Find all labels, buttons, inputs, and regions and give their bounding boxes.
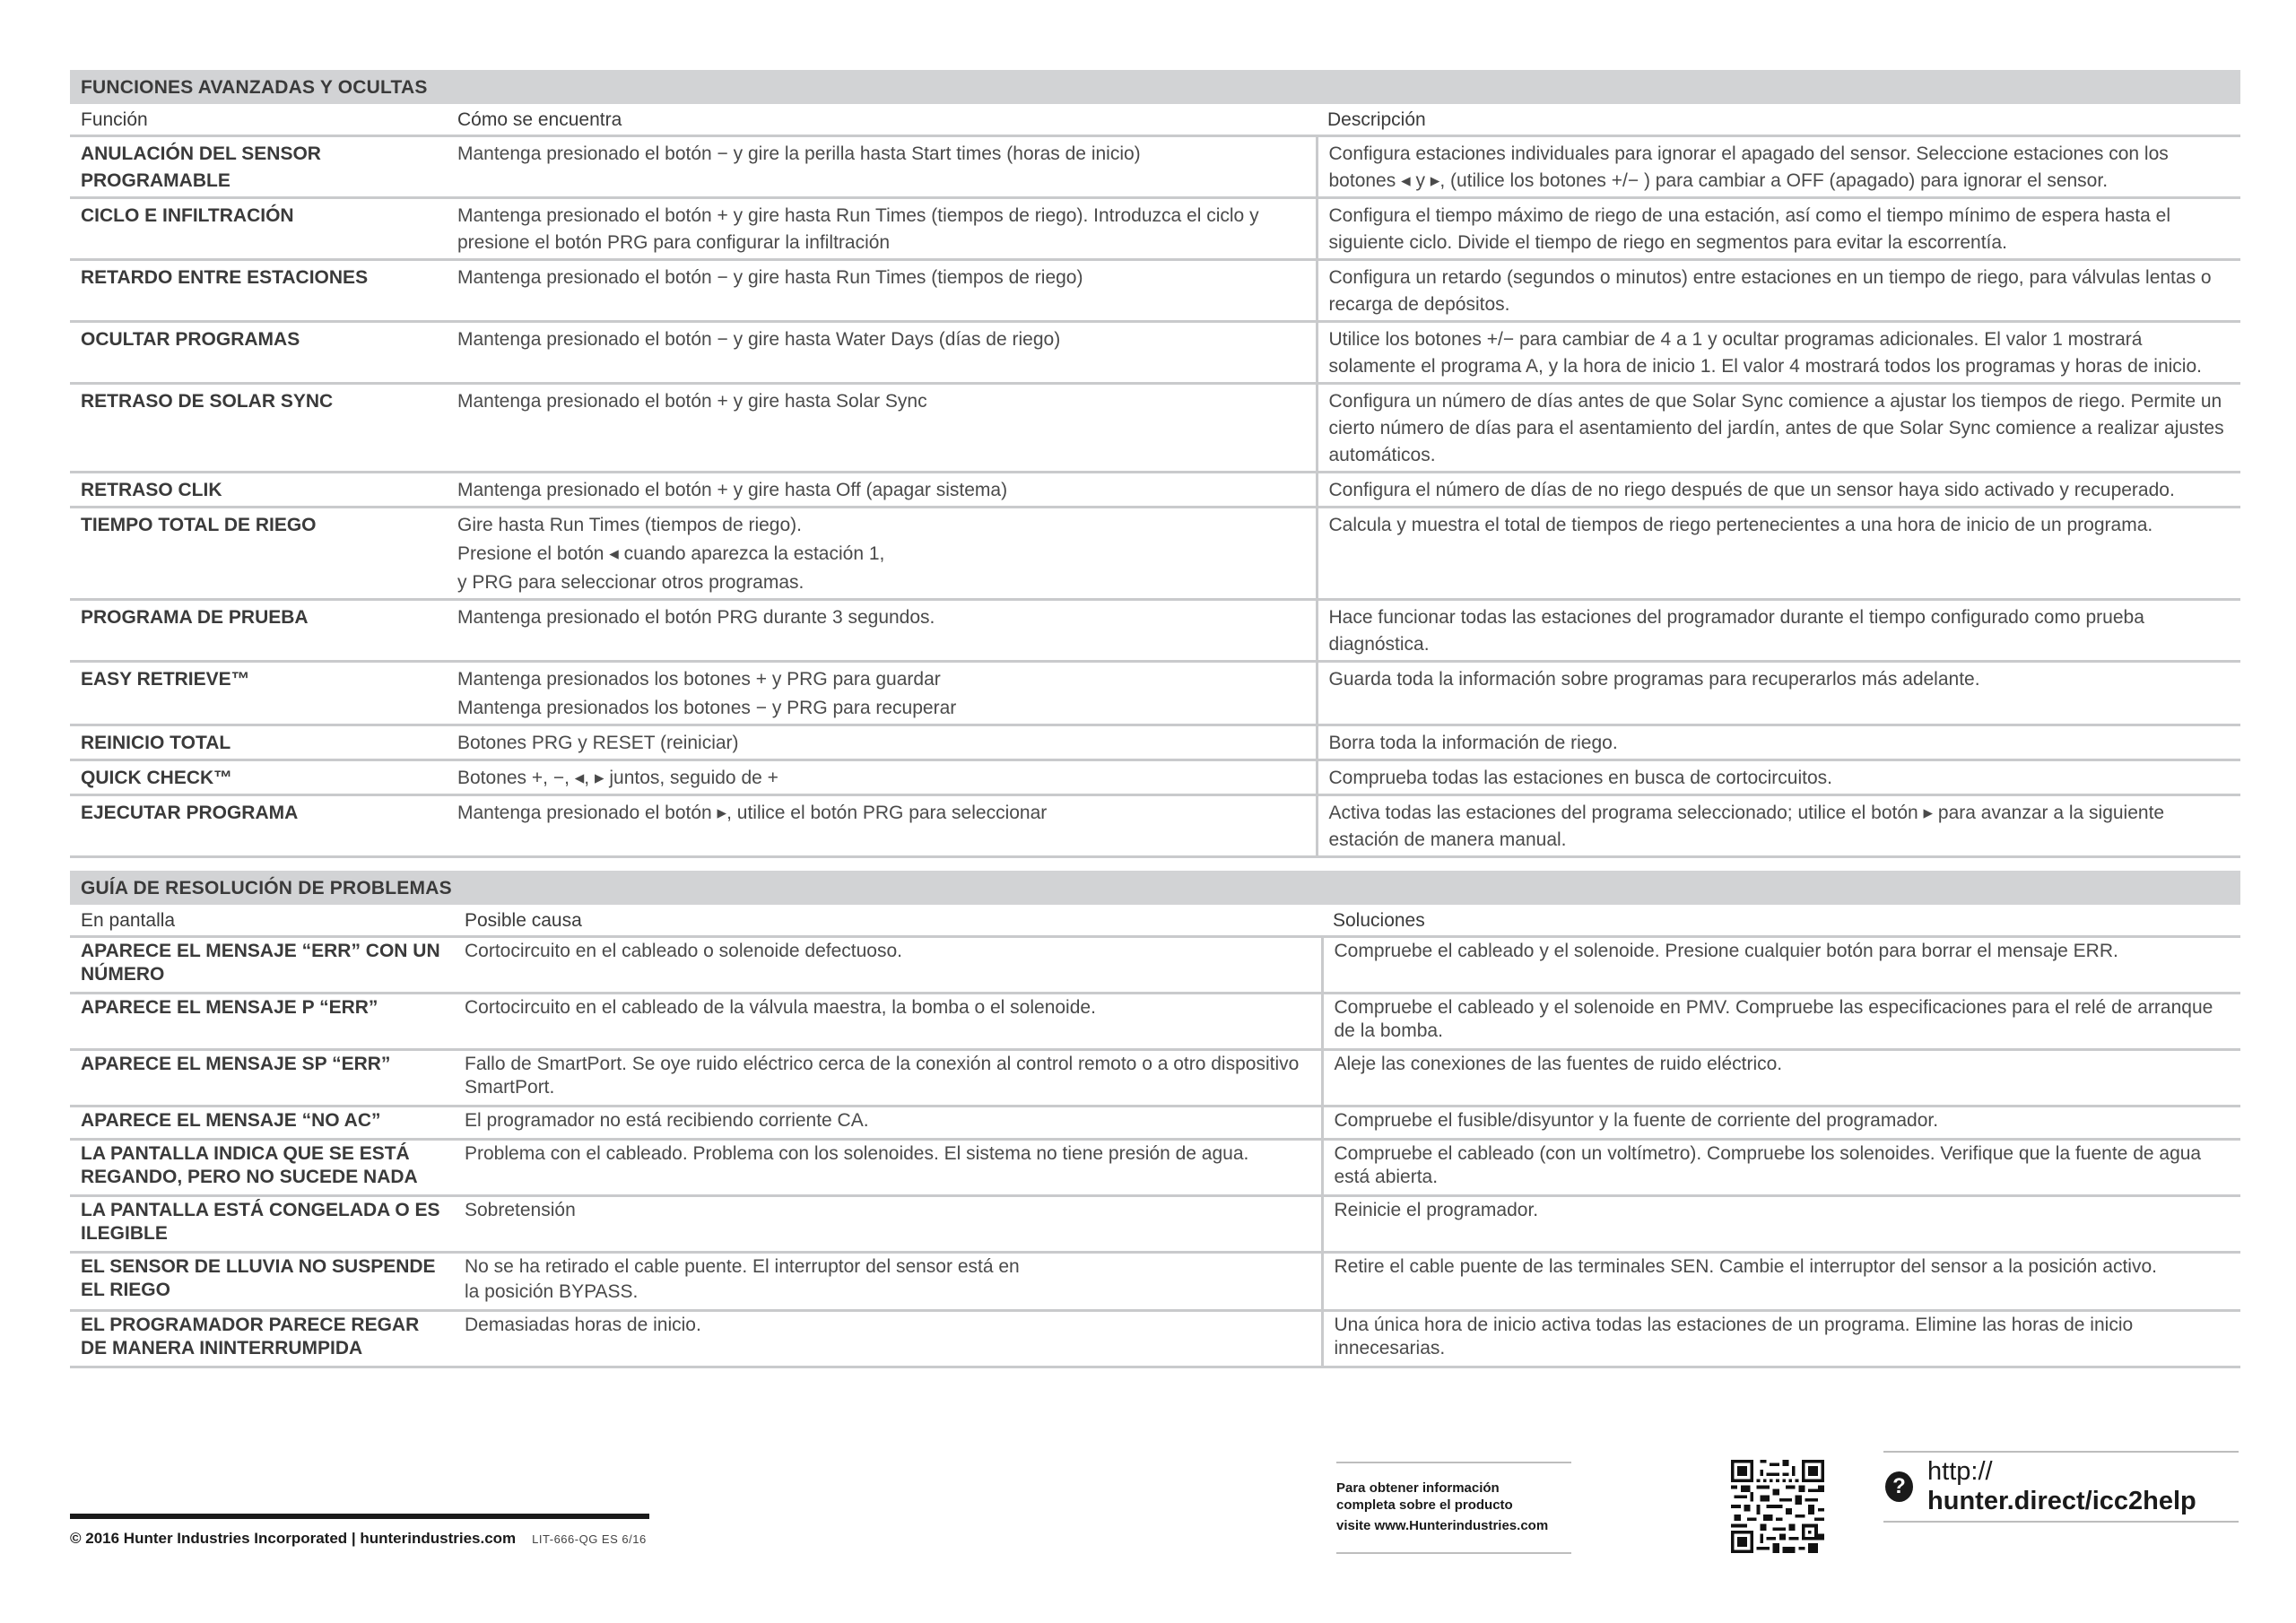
qr-code[interactable] [1731,1460,1824,1553]
copyright-text: © 2016 Hunter Industries Incorporated | hunterindustries.com [70,1530,517,1547]
on-screen-message: EL SENSOR DE LLUVIA NO SUSPENDE EL RIEGO [70,1253,454,1311]
description-line: Configura estaciones individuales para ignorar el apagado del sensor. Seleccione estaciones con los botones ◂ y ▸, (utilice los botones +/− ) para cambiar a OFF (apagado) para ignorar el sensor. [1328,143,2169,191]
info-line: visite www.Hunterindustries.com [1336,1518,1549,1533]
table-row [70,662,2240,725]
description [1317,600,2240,662]
description-line: Configura un retardo (segundos o minutos) entre estaciones en un tiempo de riego, para válvulas lentas o recarga de depósitos. [1328,267,2212,315]
how-to-find [447,260,1317,322]
on-screen-message: APARECE EL MENSAJE “NO AC” [70,1107,454,1140]
table-row [70,384,2240,473]
function-name: EJECUTAR PROGRAMA [70,795,447,857]
description-line: Hace funcionar todas las estaciones del programador durante el tiempo configurado como prueba diagnóstica. [1328,607,2144,655]
table-row [70,937,2240,994]
table-row [70,994,2240,1050]
description [1317,760,2240,795]
description [1317,260,2240,322]
how-to-find [447,760,1317,795]
how-to-find [447,198,1317,260]
how-to-find-line: Mantenga presionado el botón + y gire hasta Solar Sync [457,391,927,412]
how-to-find-line: Botones +, −, ◂, ▸ juntos, seguido de + [457,768,778,788]
solution [1322,1253,2240,1311]
how-to-find [447,795,1317,857]
column-header: Función [70,104,447,136]
solution-line: Reinicie el programador. [1334,1200,1539,1220]
advanced-functions-table [70,70,2240,858]
solution [1322,1140,2240,1196]
column-header: Posible causa [454,905,1322,937]
function-name: CICLO E INFILTRACIÓN [70,198,447,260]
description-line: Borra toda la información de riego. [1328,733,1618,753]
how-to-find [447,508,1317,600]
footer-rule [70,1514,649,1519]
how-to-find [447,600,1317,662]
how-to-find-line: Mantenga presionado el botón − y gire hasta Run Times (tiempos de riego) [457,267,1083,288]
how-to-find-line: Gire hasta Run Times (tiempos de riego). [457,515,802,535]
section-title: GUÍA DE RESOLUCIÓN DE PROBLEMAS [70,871,2240,905]
solution-line: Retire el cable puente de las terminales SEN. Cambie el interruptor del sensor a la posición activo. [1334,1256,2157,1277]
solution [1322,1311,2240,1367]
table-row [70,1050,2240,1107]
description-line: Configura el número de días de no riego después de que un sensor haya sido activado y recuperado. [1328,480,2175,500]
function-name: REINICIO TOTAL [70,725,447,760]
function-name: QUICK CHECK™ [70,760,447,795]
function-name: ANULACIÓN DEL SENSOR PROGRAMABLE [70,136,447,198]
table-row [70,1140,2240,1196]
how-to-find [447,473,1317,508]
possible-cause-line: Cortocircuito en el cableado o solenoide defectuoso. [465,941,902,961]
how-to-find-line: Presione el botón ◂ cuando aparezca la estación 1, [457,543,885,564]
description [1317,795,2240,857]
how-to-find [447,322,1317,384]
help-link-block [1883,1451,2239,1523]
how-to-find-line: Mantenga presionados los botones − y PRG para recuperar [457,698,957,718]
on-screen-message: LA PANTALLA INDICA QUE SE ESTÁ REGANDO, PERO NO SUCEDE NADA [70,1140,454,1196]
on-screen-message: EL PROGRAMADOR PARECE REGAR DE MANERA ININTERRUMPIDA [70,1311,454,1367]
table-row [70,760,2240,795]
description-line: Activa todas las estaciones del programa seleccionado; utilice el botón ▸ para avanzar a la siguiente estación de manera manual. [1328,803,2165,850]
table-row [70,508,2240,600]
how-to-find [447,136,1317,198]
possible-cause-line: Sobretensión [465,1200,576,1220]
description [1317,198,2240,260]
table-row [70,1311,2240,1367]
function-name: EASY RETRIEVE™ [70,662,447,725]
possible-cause [454,1107,1322,1140]
how-to-find-line: Mantenga presionado el botón ▸, utilice el botón PRG para seleccionar [457,803,1048,823]
table-row [70,322,2240,384]
solution [1322,937,2240,994]
how-to-find-line: Mantenga presionado el botón − y gire hasta Water Days (días de riego) [457,329,1061,350]
table-row [70,1107,2240,1140]
possible-cause-line: El programador no está recibiendo corriente CA. [465,1110,869,1131]
column-header: Cómo se encuentra [447,104,1317,136]
possible-cause [454,1140,1322,1196]
solution-line: Compruebe el cableado y el solenoide en PMV. Compruebe las especificaciones para el relé de arranque de la bomba. [1334,997,2213,1041]
table-row [70,136,2240,198]
on-screen-message: APARECE EL MENSAJE SP “ERR” [70,1050,454,1107]
table-row [70,795,2240,857]
description [1317,473,2240,508]
solution-line: Compruebe el cableado y el solenoide. Presione cualquier botón para borrar el mensaje ERR. [1334,941,2118,961]
description-line: Configura un número de días antes de que Solar Sync comience a ajustar los tiempos de riego. Permite un cierto número de días para el asentamiento del jardín, antes de que Solar Sync comience a realizar ajustes automáticos. [1328,391,2224,465]
column-header: Soluciones [1322,905,2240,937]
product-info-block [1336,1462,1571,1554]
footer-copyright [70,1530,647,1548]
description [1317,662,2240,725]
table-row [70,1253,2240,1311]
possible-cause [454,1253,1322,1311]
possible-cause-line: No se ha retirado el cable puente. El interruptor del sensor está en [465,1256,1020,1277]
on-screen-message: LA PANTALLA ESTÁ CONGELADA O ES ILEGIBLE [70,1196,454,1253]
how-to-find-line: Mantenga presionado el botón + y gire hasta Off (apagar sistema) [457,480,1008,500]
how-to-find [447,725,1317,760]
possible-cause [454,937,1322,994]
function-name: RETRASO DE SOLAR SYNC [70,384,447,473]
description [1317,508,2240,600]
possible-cause [454,1050,1322,1107]
solution-line: Compruebe el fusible/disyuntor y la fuente de corriente del programador. [1334,1110,1939,1131]
lit-code: LIT-666-QG ES 6/16 [532,1532,647,1546]
column-header: Descripción [1317,104,2240,136]
possible-cause [454,994,1322,1050]
table-row [70,198,2240,260]
description-line: Comprueba todas las estaciones en busca de cortocircuitos. [1328,768,1832,788]
how-to-find [447,662,1317,725]
possible-cause-line: Cortocircuito en el cableado de la válvula maestra, la bomba o el solenoide. [465,997,1096,1018]
function-name: RETRASO CLIK [70,473,447,508]
description-line: Utilice los botones +/− para cambiar de 4 a 1 y ocultar programas adicionales. El valor 1 mostrará solamente el programa A, y la hora de inicio 1. El valor 4 mostrará todos los programas y horas de inicio. [1328,329,2202,377]
how-to-find-line: Mantenga presionados los botones + y PRG para guardar [457,669,941,690]
table-row [70,600,2240,662]
table-row [70,260,2240,322]
possible-cause [454,1311,1322,1367]
how-to-find-line: y PRG para seleccionar otros programas. [457,572,804,593]
function-name: RETARDO ENTRE ESTACIONES [70,260,447,322]
description [1317,136,2240,198]
description [1317,725,2240,760]
troubleshooting-table [70,871,2240,1368]
how-to-find-line: Mantenga presionado el botón PRG durante 3 segundos. [457,607,935,628]
description [1317,384,2240,473]
section-title: FUNCIONES AVANZADAS Y OCULTAS [70,70,2240,104]
description-line: Calcula y muestra el total de tiempos de riego pertenecientes a una hora de inicio de un programa. [1328,515,2153,535]
possible-cause-line: la posición BYPASS. [465,1281,639,1302]
how-to-find [447,384,1317,473]
how-to-find-line: Botones PRG y RESET (reiniciar) [457,733,739,753]
how-to-find-line: Mantenga presionado el botón + y gire hasta Run Times (tiempos de riego). Introduzca el ciclo y presione el botón PRG para configurar la infiltración [457,205,1259,253]
function-name: TIEMPO TOTAL DE RIEGO [70,508,447,600]
on-screen-message: APARECE EL MENSAJE P “ERR” [70,994,454,1050]
solution [1322,994,2240,1050]
column-header: En pantalla [70,905,454,937]
possible-cause-line: Demasiadas horas de inicio. [465,1315,701,1335]
solution-line: Compruebe el cableado (con un voltímetro). Compruebe los solenoides. Verifique que la fuente de agua está abierta. [1334,1143,2202,1187]
document-page [70,70,2240,1368]
how-to-find-line: Mantenga presionado el botón − y gire la perilla hasta Start times (horas de inicio) [457,143,1141,164]
on-screen-message: APARECE EL MENSAJE “ERR” CON UN NÚMERO [70,937,454,994]
possible-cause [454,1196,1322,1253]
solution [1322,1050,2240,1107]
possible-cause-line: Problema con el cableado. Problema con los solenoides. El sistema no tiene presión de agua. [465,1143,1249,1164]
description-line: Configura el tiempo máximo de riego de una estación, así como el tiempo mínimo de espera hasta el siguiente ciclo. Divide el tiempo de riego en segmentos para evitar la escorrentía. [1328,205,2170,253]
function-name: PROGRAMA DE PRUEBA [70,600,447,662]
info-line: Para obtener información [1336,1480,1500,1496]
solution-line: Aleje las conexiones de las fuentes de ruido eléctrico. [1334,1054,1783,1074]
description [1317,322,2240,384]
question-circle-icon: ? [1885,1471,1913,1502]
table-row [70,473,2240,508]
help-url[interactable]: http:// hunter.direct/icc2help [1927,1457,2196,1515]
possible-cause-line: Fallo de SmartPort. Se oye ruido eléctrico cerca de la conexión al control remoto o a otro dispositivo SmartPort. [465,1054,1300,1098]
solution [1322,1107,2240,1140]
solution [1322,1196,2240,1253]
function-name: OCULTAR PROGRAMAS [70,322,447,384]
info-line: completa sobre el producto [1336,1497,1513,1513]
table-row [70,725,2240,760]
solution-line: Una única hora de inicio activa todas las estaciones de un programa. Elimine las horas de inicio innecesarias. [1334,1315,2134,1358]
description-line: Guarda toda la información sobre programas para recuperarlos más adelante. [1328,669,1980,690]
table-row [70,1196,2240,1253]
